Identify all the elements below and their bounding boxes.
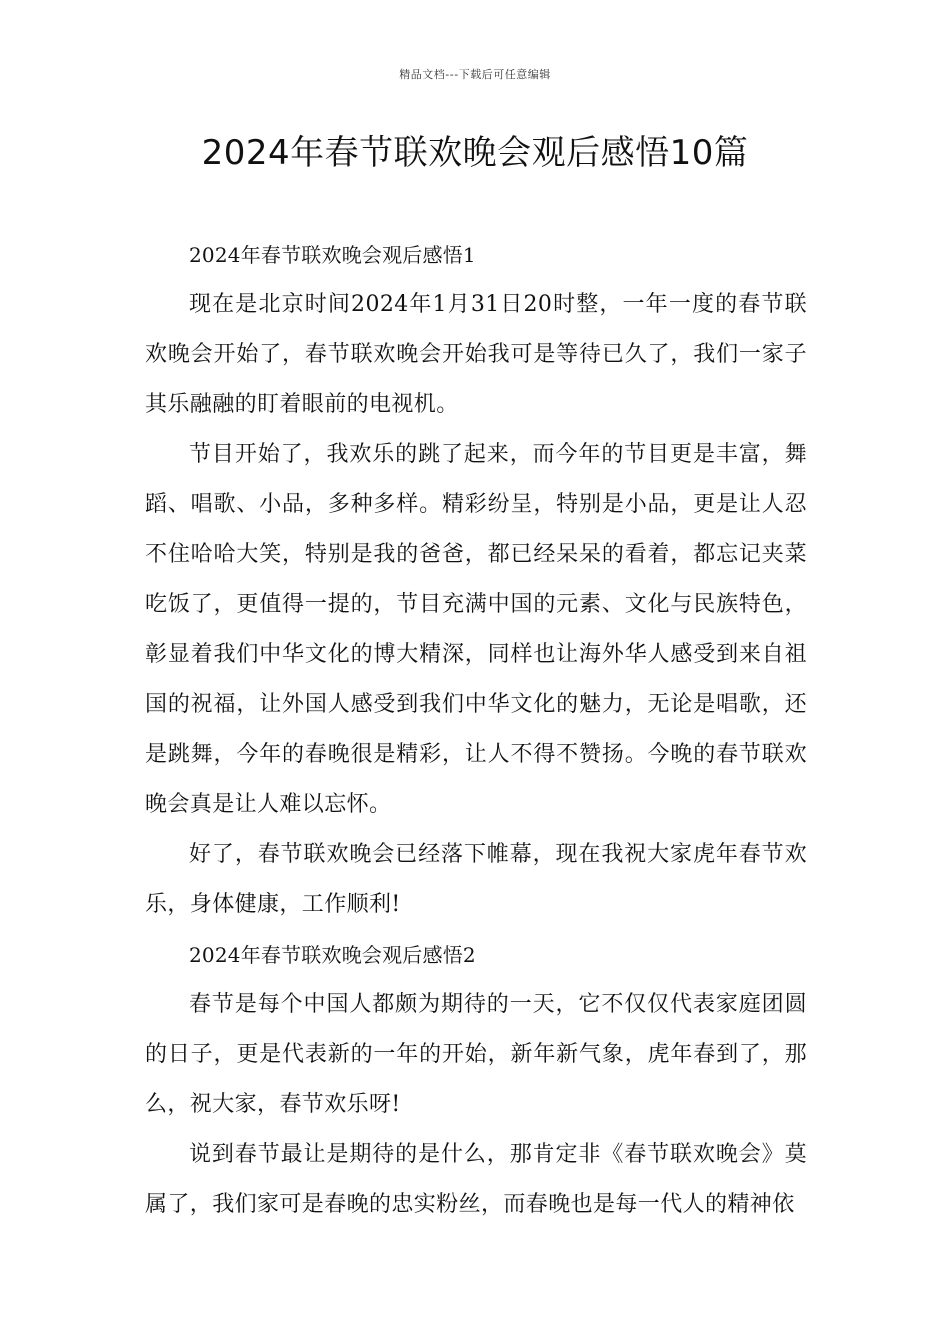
paragraph: 好了，春节联欢晚会已经落下帷幕，现在我祝大家虎年春节欢乐，身体健康，工作顺利! xyxy=(145,842,807,917)
header-note: 精品文档---下载后可任意编辑 xyxy=(399,68,551,81)
paragraph: 说到春节最让是期待的是什么，那肯定非《春节联欢晚会》莫属了，我们家可是春晚的忠实粉丝，而春晚也是每一代人的精神依 xyxy=(145,1142,807,1217)
paragraph: 春节是每个中国人都颇为期待的一天，它不仅仅代表家庭团圆的日子，更是代表新的一年的开始，新年新气象，虎年春到了，那么，祝大家，春节欢乐呀! xyxy=(145,992,807,1117)
document-title: 2024年春节联欢晚会观后感悟10篇 xyxy=(201,133,749,173)
section-heading: 2024年春节联欢晚会观后感悟2 xyxy=(189,943,476,967)
document-body xyxy=(145,230,807,1230)
section-heading: 2024年春节联欢晚会观后感悟1 xyxy=(189,243,476,267)
paragraph: 现在是北京时间2024年1月31日20时整，一年一度的春节联欢晚会开始了，春节联欢晚会开始我可是等待已久了，我们一家子其乐融融的盯着眼前的电视机。 xyxy=(145,292,807,417)
paragraph: 节目开始了，我欢乐的跳了起来，而今年的节目更是丰富，舞蹈、唱歌、小品，多种多样。精彩纷呈，特别是小品，更是让人忍不住哈哈大笑，特别是我的爸爸，都已经呆呆的看着，都忘记夹菜吃饭了，更值得一提的，节目充满中国的元素、文化与民族特色，彰显着我们中华文化的博大精深，同样也让海外华人感受到来自祖国的祝福，让外国人感受到我们中华文化的魅力，无论是唱歌，还是跳舞，今年的春晚很是精彩，让人不得不赞扬。今晚的春节联欢晚会真是让人难以忘怀。 xyxy=(145,442,807,817)
